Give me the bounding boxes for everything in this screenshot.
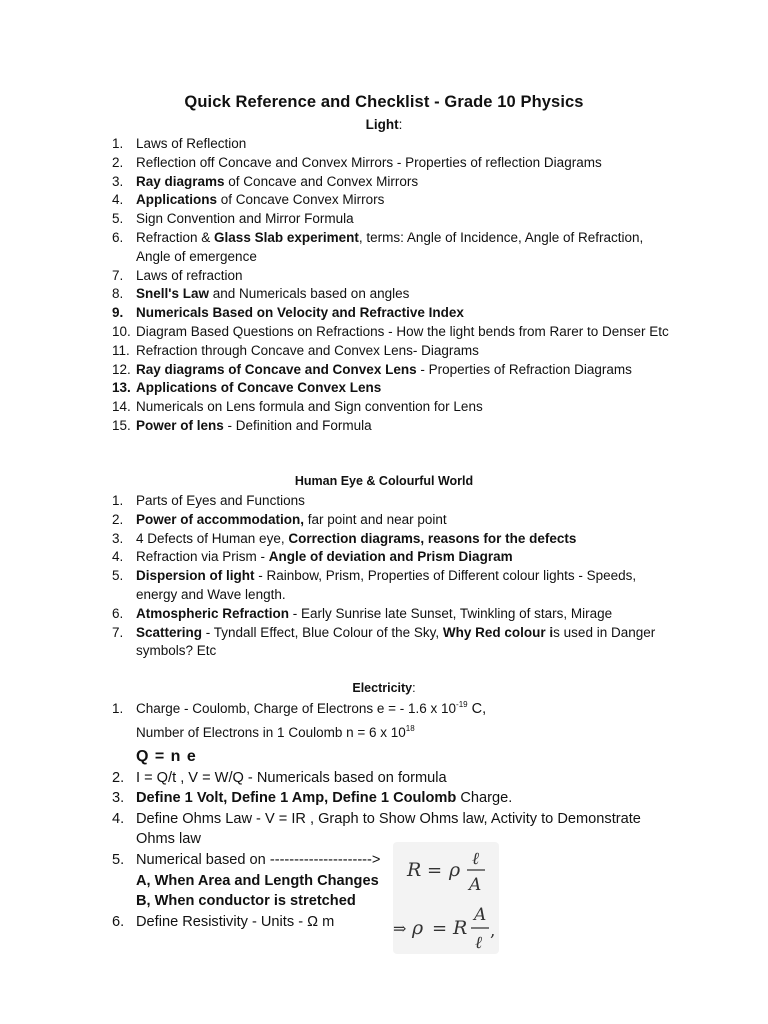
charge-exponent: -19 [456,700,468,709]
electricity-item-3 [112,788,672,809]
light-item-6 [112,229,672,267]
item-number: 5. [112,568,124,584]
formula-length: ℓ [475,933,483,953]
item-text: - Properties of Refraction Diagrams [416,361,632,377]
electron-count-exponent: 18 [405,723,415,733]
eye-item-2 [112,511,672,530]
item-number: 5. [112,851,125,868]
charge-text: Charge - Coulomb, Charge of Electrons e = - 1.6 x 10 [136,701,457,716]
item-number: 1. [112,701,124,716]
eye-item-1 [112,492,672,511]
item-number: 6. [112,913,125,930]
electricity-heading-colon: : [412,681,416,695]
q-equals-ne: Q = n e [136,747,197,765]
human-eye-list [112,492,672,661]
item-text: Sign Convention and Mirror Formula [136,211,354,227]
item-text: Parts of Eyes and Functions [136,493,305,508]
item-text: I = Q/t , V = W/Q - Numericals based on formula [136,769,447,786]
formula-equals: = [432,918,448,939]
eye-item-3 [112,530,672,549]
item-bold-text: Atmospheric Refraction [136,605,290,621]
item-text: Refraction via Prism - [136,549,269,565]
formula-area: A [474,905,487,925]
item-text: , terms: Angle of Incidence, Angle of Refraction, Angle of emergence [136,229,644,264]
electricity-item-4 [112,809,672,850]
item-number: 4. [112,549,124,565]
item-bold-text: Applications [136,192,218,208]
item-text: Numericals on Lens formula and Sign convention for Lens [136,399,483,415]
electricity-item-5 [112,850,672,871]
eye-item-6 [112,605,672,624]
item-number: 1. [112,136,124,151]
light-item-4 [112,191,672,210]
item-text: of Concave Convex Mirrors [217,192,385,208]
item-number: 3. [112,530,124,546]
eye-item-7 [112,624,672,662]
light-item-3 [112,173,672,192]
item-number: 11. [112,342,130,358]
light-item-12 [112,361,672,380]
item-bold-text: Why Red colour i [442,624,554,640]
item-number: 2. [112,511,124,527]
item-number: 12. [112,361,131,377]
formula-equals: = [427,860,443,881]
charge-unit: C, [467,701,487,717]
item-number: 9. [112,305,124,321]
item-text: Reflection off Concave and Convex Mirrors - Properties of reflection Diagrams [136,154,602,170]
electricity-heading-text: Electricity [352,681,413,695]
item-text: - Definition and Formula [223,417,372,433]
item-number: 4. [112,192,124,208]
formula-rho: ρ [412,917,424,939]
electricity-item-6 [112,912,672,933]
item-text: Numerical based on ---------------------> [136,851,381,868]
electricity-item-1 [112,700,672,719]
item-number: 8. [112,286,124,302]
formula-comma: , [490,921,496,941]
item-number: 14. [112,399,131,415]
item-text: Diagram Based Questions on Refractions - How the light bends from Rarer to Denser Etc [136,323,669,339]
resistivity-formula-image [393,842,499,954]
electricity-item-5-a: A, When Area and Length Changes [136,872,379,889]
light-item-7 [112,267,672,286]
item-bold-text: Correction diagrams, reasons for the defects [288,530,577,546]
light-item-2 [112,154,672,173]
item-text: of Concave and Convex Mirrors [224,173,419,189]
formula-r: R [453,917,468,939]
light-item-8 [112,285,672,304]
item-bold-text: Power of lens [136,417,224,433]
light-item-5 [112,210,672,229]
item-bold-text: Snell's Law [136,286,209,302]
item-number: 7. [112,624,124,640]
section-heading-human-eye: Human Eye & Colourful World [294,474,474,488]
item-number: 3. [112,173,124,189]
item-number: 2. [112,769,125,786]
item-text: - Rainbow, Prism, Properties of Different colour lights - Speeds, energy and Wave length. [136,568,637,602]
item-text: - Tyndall Effect, Blue Colour of the Sky, [202,624,443,640]
light-list [112,135,672,436]
item-text: Charge. [456,790,513,807]
item-number: 5. [112,211,124,227]
light-item-11 [112,342,672,361]
item-number: 6. [112,605,124,621]
electricity-item-1-formula [112,746,672,768]
item-text: 4 Defects of Human eye, [136,530,289,546]
electricity-item-2 [112,768,672,789]
item-bold-text: Numericals Based on Velocity and Refractive Index [136,305,464,321]
item-text: Laws of refraction [136,267,243,283]
item-number: 7. [112,267,124,283]
eye-item-5 [112,567,672,605]
item-bold-text: Scattering [136,624,203,640]
item-text: far point and near point [304,511,447,527]
electricity-list [112,700,672,932]
electricity-item-5-b: B, When conductor is stretched [136,893,356,910]
formula-length: ℓ [472,849,480,869]
item-text: - Early Sunrise late Sunset, Twinkling of stars, Mirage [289,605,613,621]
document-title: Quick Reference and Checklist - Grade 10 Physics [184,93,584,111]
item-number: 4. [112,810,125,827]
light-item-14 [112,398,672,417]
section-heading-electricity [0,681,768,695]
item-bold-text: Define 1 Volt, Define 1 Amp, Define 1 Coulomb [136,790,457,807]
item-number: 2. [112,154,124,170]
item-text: Define Ohms Law - V = IR , Graph to Show Ohms law, Activity to Demonstrate Ohms law [136,810,641,848]
item-text: Refraction & [136,229,215,245]
item-number: 10. [112,323,131,339]
item-text: and Numericals based on angles [208,286,410,302]
eye-item-4 [112,548,672,567]
item-text: s used in Danger symbols? Etc [136,624,656,659]
item-bold-text: Angle of deviation and Prism Diagram [268,549,513,565]
item-bold-text: Power of accommodation, [136,511,305,527]
light-item-10 [112,323,672,342]
light-heading-colon: : [398,117,403,132]
item-text: Refraction through Concave and Convex Lens- Diagrams [136,342,479,358]
item-text: Define Resistivity - Units - Ω m [136,913,335,930]
item-bold-text: Ray diagrams [136,173,225,189]
item-number: 13. [112,380,131,396]
item-number: 15. [112,417,131,433]
section-heading-light [0,117,768,132]
item-bold-text: Dispersion of light [136,568,255,584]
implies-arrow: ⇒ [393,919,407,938]
item-bold-text: Ray diagrams of Concave and Convex Lens [136,361,417,377]
item-bold-text: Glass Slab experiment [214,229,359,245]
formula-rho: ρ [449,859,461,881]
electron-count-text: Number of Electrons in 1 Coulomb n = 6 x 10 [136,724,406,740]
resistivity-formula-svg [393,842,499,954]
light-item-9 [112,304,672,323]
item-number: 1. [112,493,124,508]
formula-area: A [469,875,482,895]
item-text: Laws of Reflection [136,136,247,151]
item-number: 3. [112,790,125,807]
light-item-1 [112,135,672,154]
formula-r: R [407,859,422,881]
electricity-item-1-line2 [112,724,672,743]
light-item-15 [112,417,672,436]
light-item-13 [112,379,672,398]
item-bold-text: Applications of Concave Convex Lens [136,380,382,396]
light-heading-text: Light [365,117,399,132]
item-number: 6. [112,229,124,245]
